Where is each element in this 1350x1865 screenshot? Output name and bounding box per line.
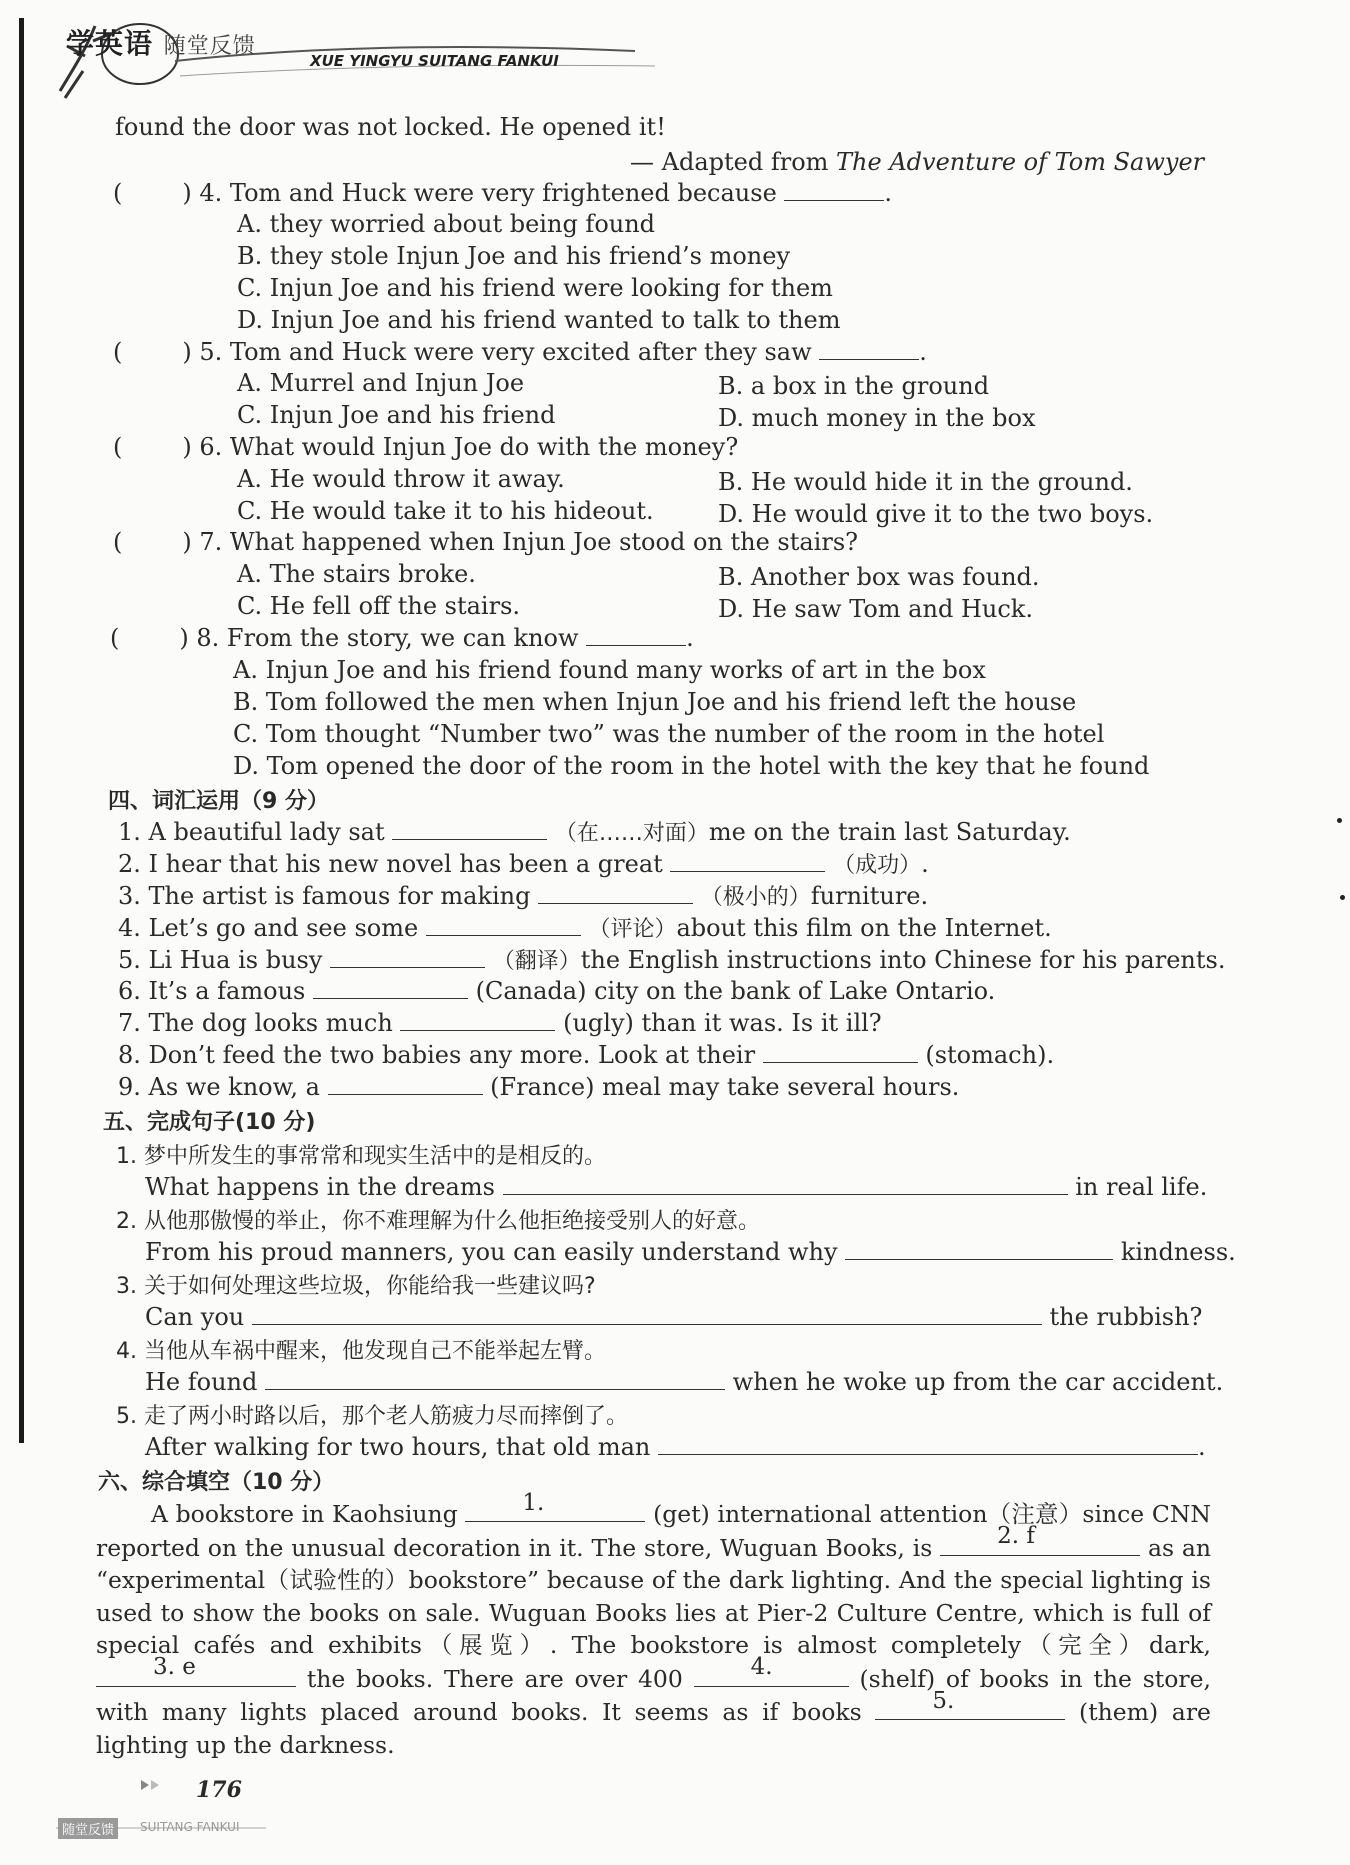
vocab-item-7: 7. The dog looks much (ugly) than it was. Is it ill? (118, 1009, 882, 1037)
option-8d[interactable]: D. Tom opened the door of the room in the hotel with the key that he found (233, 752, 1150, 780)
vocab-item-9: 9. As we know, a (France) meal may take several hours. (118, 1073, 960, 1101)
option-7d[interactable]: D. He saw Tom and Huck. (718, 595, 1033, 623)
sentence-2-en: From his proud manners, you can easily understand why kindness. (145, 1238, 1236, 1266)
option-4d[interactable]: D. Injun Joe and his friend wanted to talk to them (237, 306, 841, 334)
vocab-item-1: 1. A beautiful lady sat （在……对面）me on the train last Saturday. (118, 818, 1071, 846)
option-8b[interactable]: B. Tom followed the men when Injun Joe and his friend left the house (233, 688, 1077, 716)
question-4: ( ) 4. Tom and Huck were very frightened because . (113, 179, 893, 207)
option-4a[interactable]: A. they worried about being found (237, 210, 656, 238)
sentence-1-en: What happens in the dreams in real life. (145, 1173, 1208, 1201)
option-6a[interactable]: A. He would throw it away. (237, 465, 565, 493)
question-7: ( ) 7. What happened when Injun Joe stood on the stairs? (113, 528, 859, 556)
option-7a[interactable]: A. The stairs broke. (237, 560, 476, 588)
section-4-title: 四、词汇运用（9 分） (108, 789, 329, 814)
option-4c[interactable]: C. Injun Joe and his friend were looking for them (237, 274, 833, 302)
header-subtitle: XUE YINGYU SUITANG FANKUI (310, 52, 559, 70)
vocab-item-6: 6. It’s a famous (Canada) city on the bank of Lake Ontario. (118, 977, 996, 1005)
answer-blank[interactable] (784, 178, 884, 201)
question-5: ( ) 5. Tom and Huck were very excited after they saw . (113, 338, 927, 366)
binding-line (19, 18, 24, 1443)
footer-tag: 随堂反馈 (58, 1818, 118, 1839)
sentence-5-en: After walking for two hours, that old man . (145, 1433, 1206, 1461)
section-6-title: 六、综合填空（10 分） (98, 1470, 335, 1495)
vocab-item-8: 8. Don’t feed the two babies any more. Look at their (stomach). (118, 1041, 1055, 1069)
sentence-1-zh: 1. 梦中所发生的事常常和现实生活中的是相反的。 (116, 1144, 606, 1169)
option-6d[interactable]: D. He would give it to the two boys. (718, 500, 1154, 528)
vocab-item-3: 3. The artist is famous for making （极小的）furniture. (118, 882, 929, 910)
option-5a[interactable]: A. Murrel and Injun Joe (237, 369, 525, 397)
passage-source: — Adapted from The Adventure of Tom Sawyer (630, 148, 1205, 176)
cloze-blank-4[interactable]: 4. (694, 1662, 849, 1687)
sentence-2-zh: 2. 从他那傲慢的举止，你不难理解为什么他拒绝接受别人的好意。 (116, 1209, 760, 1234)
cloze-passage: A bookstore in Kaohsiung 1. (get) international attention（注意）since CNN reported on the unusual decoration in it. The store, Wuguan Books, is 2. f as an “experimental（试验性的）bookstore” because of the dark lighting. And the special lighting is used to show the books on sale. Wuguan Books lies at Pier-2 Culture Centre, which is full of special cafés and exhibits（展览）. The bookstore is almost completely（完全）dark, 3. e the books. There are over 400 4. (shelf) of books in the store, with many lights placed around books. It seems as if books 5. (them) are lighting up the darkness. (96, 1489, 1212, 1759)
answer-blank[interactable] (819, 337, 919, 360)
header-title: 学英语 随堂反馈 (66, 27, 256, 60)
vocab-item-4: 4. Let’s go and see some （评论）about this film on the Internet. (118, 914, 1052, 942)
option-8c[interactable]: C. Tom thought “Number two” was the number of the room in the hotel (233, 720, 1105, 748)
margin-mark (1340, 895, 1345, 900)
vocab-item-5: 5. Li Hua is busy （翻译）the English instructions into Chinese for his parents. (118, 946, 1226, 974)
option-8a[interactable]: A. Injun Joe and his friend found many works of art in the box (233, 656, 986, 684)
vocab-item-2: 2. I hear that his new novel has been a great （成功）. (118, 850, 929, 878)
option-7c[interactable]: C. He fell off the stairs. (237, 592, 521, 620)
option-6b[interactable]: B. He would hide it in the ground. (718, 468, 1133, 496)
option-7b[interactable]: B. Another box was found. (718, 563, 1040, 591)
option-4b[interactable]: B. they stole Injun Joe and his friend’s money (237, 242, 791, 270)
section-5-title: 五、完成句子(10 分) (103, 1110, 316, 1135)
cloze-blank-5[interactable]: 5. (875, 1695, 1065, 1720)
option-6c[interactable]: C. He would take it to his hideout. (237, 497, 654, 525)
option-5c[interactable]: C. Injun Joe and his friend (237, 401, 556, 429)
option-5b[interactable]: B. a box in the ground (718, 372, 990, 400)
cloze-blank-1[interactable]: 1. (465, 1497, 645, 1522)
option-5d[interactable]: D. much money in the box (718, 404, 1036, 432)
footer-tag-en: SUITANG FANKUI (140, 1820, 240, 1834)
margin-mark (1337, 818, 1342, 823)
sentence-4-en: He found when he woke up from the car accident. (145, 1368, 1224, 1396)
sentence-5-zh: 5. 走了两小时路以后，那个老人筋疲力尽而摔倒了。 (116, 1404, 628, 1429)
sentence-3-zh: 3. 关于如何处理这些垃圾，你能给我一些建议吗? (116, 1274, 596, 1299)
cloze-blank-3[interactable]: 3. e (96, 1662, 296, 1687)
passage-last-line: found the door was not locked. He opened it! (115, 113, 666, 141)
page-number: 176 (196, 1777, 242, 1803)
question-6: ( ) 6. What would Injun Joe do with the money? (113, 433, 739, 461)
sentence-3-en: Can you the rubbish? (145, 1303, 1203, 1331)
question-8: ( ) 8. From the story, we can know . (110, 624, 694, 652)
sentence-4-zh: 4. 当他从车祸中醒来，他发现自己不能举起左臂。 (116, 1339, 606, 1364)
answer-blank[interactable] (586, 623, 686, 646)
cloze-blank-2[interactable]: 2. f (940, 1531, 1140, 1556)
